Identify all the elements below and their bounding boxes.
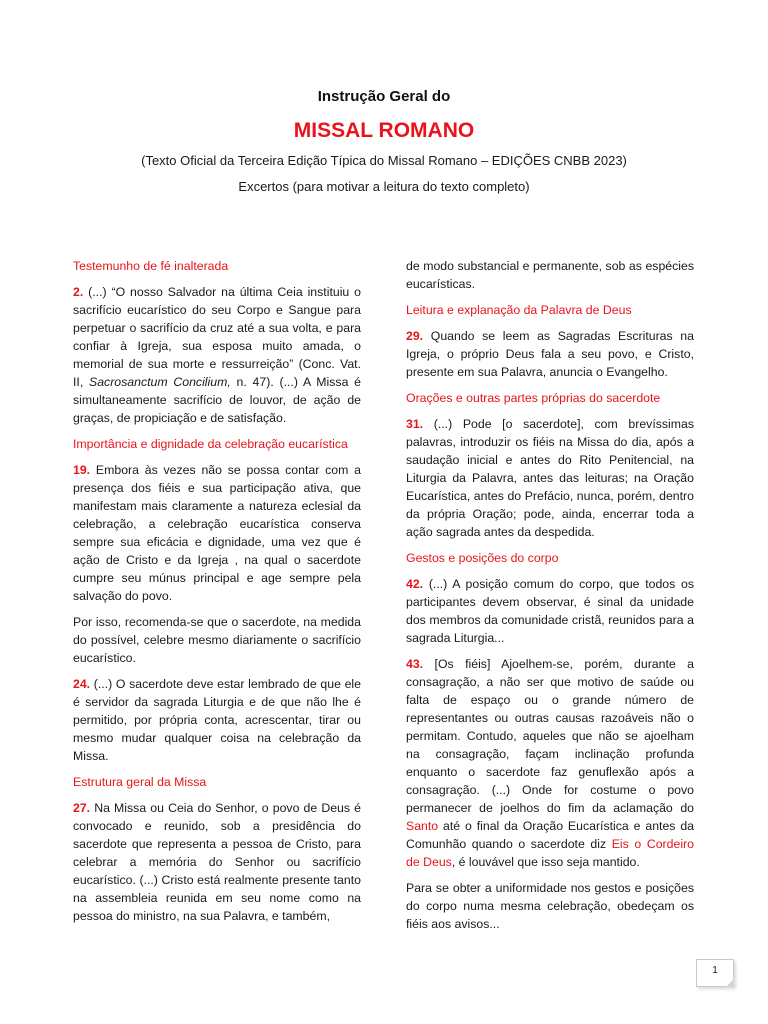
paragraph-text: (...) O sacerdote deve estar lembrado de que ele é servidor da sagrada Liturgia e de que não lhe é permitido, por própria conta, acrescentar, tirar ou mesmo mudar qualquer coisa na celebração da Missa. xyxy=(73,677,361,763)
paragraph-text: (...) A posição comum do corpo, que todos os participantes devem observar, é sinal da unidade dos membros da comunidade cristã, reunidos para a sagrada Liturgia... xyxy=(406,577,694,645)
paragraph-27 xyxy=(73,799,361,925)
rubric-cordeiro: Eis o Cordeiro de Deus xyxy=(406,837,694,869)
section-heading: Orações e outras partes próprias do sacerdote xyxy=(406,391,661,405)
document-header xyxy=(0,86,768,196)
section-heading: Importância e dignidade da celebração eucarística xyxy=(73,437,348,451)
paragraph-number: 27. xyxy=(73,801,91,815)
paragraph-text: [Os fiéis] Ajoelhem-se, porém, durante a consagração, a não ser que motivo de saúde ou falta de espaço ou o grande número de representantes ou outras causas razoáveis não o permitam. Contudo, aqueles que não se ajoelham na consagração, façam inclinação profunda enquanto o sacerdote faz genuflexão após a consagração. (...) Onde for costume o povo permanecer de joelhos do fim da aclamação do xyxy=(406,657,694,815)
section-heading: Leitura e explanação da Palavra de Deus xyxy=(406,303,632,317)
paragraph-number: 42. xyxy=(406,577,424,591)
left-column xyxy=(73,257,361,933)
paragraph-text: , é louvável que isso seja mantido. xyxy=(451,855,640,869)
paragraph-43b: Para se obter a uniformidade nos gestos e posições do corpo numa mesma celebração, obedeçam os fiéis aos avisos... xyxy=(406,881,694,931)
doc-subtitle: (Texto Oficial da Terceira Edição Típica do Missal Romano – EDIÇÕES CNBB 2023) xyxy=(141,153,627,168)
paragraph-number: 2. xyxy=(73,285,84,299)
section-heading: Testemunho de fé inalterada xyxy=(73,259,229,273)
section-heading: Gestos e posições do corpo xyxy=(406,551,559,565)
citation-italic: Sacrosanctum Concilium, xyxy=(89,375,231,389)
paragraph-text: Quando se leem as Sagradas Escrituras na Igreja, o próprio Deus fala a seu povo, e Cristo, presente em sua Palavra, anuncia o Evangelho. xyxy=(406,329,694,379)
paragraph-19b: Por isso, recomenda-se que o sacerdote, na medida do possível, celebre mesmo diariamente o sacrifício eucarístico. xyxy=(73,615,361,665)
paragraph-text: n. 47). (...) A Missa é simultaneamente sacrifício de louvor, de ação de graças, de propiciação e de satisfação. xyxy=(73,375,361,425)
paragraph-24 xyxy=(73,675,361,765)
paragraph-31 xyxy=(406,415,694,541)
paragraph-19 xyxy=(73,461,361,605)
paragraph-42 xyxy=(406,575,694,647)
paragraph-text: Embora às vezes não se possa contar com a presença dos fiéis e sua participação ativa, que manifestam mais claramente a natureza eclesial da celebração, a celebração eucarística conserva sempre sua eficácia e dignidade, uma vez que é ação de Cristo e da Igreja , na qual o sacerdote cumpre seu múnus principal e age sempre pela salvação do povo. xyxy=(73,463,361,603)
paragraph-number: 24. xyxy=(73,677,91,691)
paragraph-text: até o final da Oração Eucarística e antes da Comunhão quando o sacerdote diz xyxy=(406,819,694,851)
doc-title-small: Instrução Geral do xyxy=(317,88,451,105)
paragraph-number: 19. xyxy=(73,463,91,477)
right-column xyxy=(406,257,694,941)
paragraph-2 xyxy=(73,283,361,427)
paragraph-text: Na Missa ou Ceia do Senhor, o povo de Deus é convocado e reunido, sob a presidência do sacerdote que representa a pessoa de Cristo, para celebrar a memória do Senhor ou sacrifício eucarístico. (...) Cristo está realmente presente tanto na assembleia reunida em seu nome como na pessoa do ministro, na sua Palavra, e também, xyxy=(73,801,361,923)
paragraph-text: (...) “O nosso Salvador na última Ceia instituiu o sacrifício eucarístico do seu Corpo e Sangue para perpetuar o sacrifício da cruz até a sua volta, e para confiar à Igreja, sua esposa muito amada, o memorial de sua morte e ressurreição” (Conc. Vat. II, xyxy=(73,285,361,389)
rubric-santo: Santo xyxy=(406,819,439,833)
section-heading: Estrutura geral da Missa xyxy=(73,775,207,789)
paragraph-27-continued: de modo substancial e permanente, sob as espécies eucarísticas. xyxy=(406,259,694,291)
page-number: 1 xyxy=(696,959,734,987)
doc-subtitle-excerpts: Excertos (para motivar a leitura do texto completo) xyxy=(238,179,530,194)
paragraph-text: (...) Pode [o sacerdote], com brevíssimas palavras, introduzir os fiéis na Missa do dia, após a saudação inicial e antes do Rito Penitencial, na Liturgia da Palavra, antes das leituras; na Oração Eucarística, antes do Prefácio, nunca, porém, dentro da própria Oração; pode, ainda, encerrar toda a ação sagrada antes da despedida. xyxy=(406,417,694,539)
paragraph-number: 31. xyxy=(406,417,424,431)
paragraph-29 xyxy=(406,327,694,381)
paragraph-number: 29. xyxy=(406,329,424,343)
paragraph-number: 43. xyxy=(406,657,424,671)
doc-title-main: MISSAL ROMANO xyxy=(293,119,475,142)
paragraph-43 xyxy=(406,655,694,871)
